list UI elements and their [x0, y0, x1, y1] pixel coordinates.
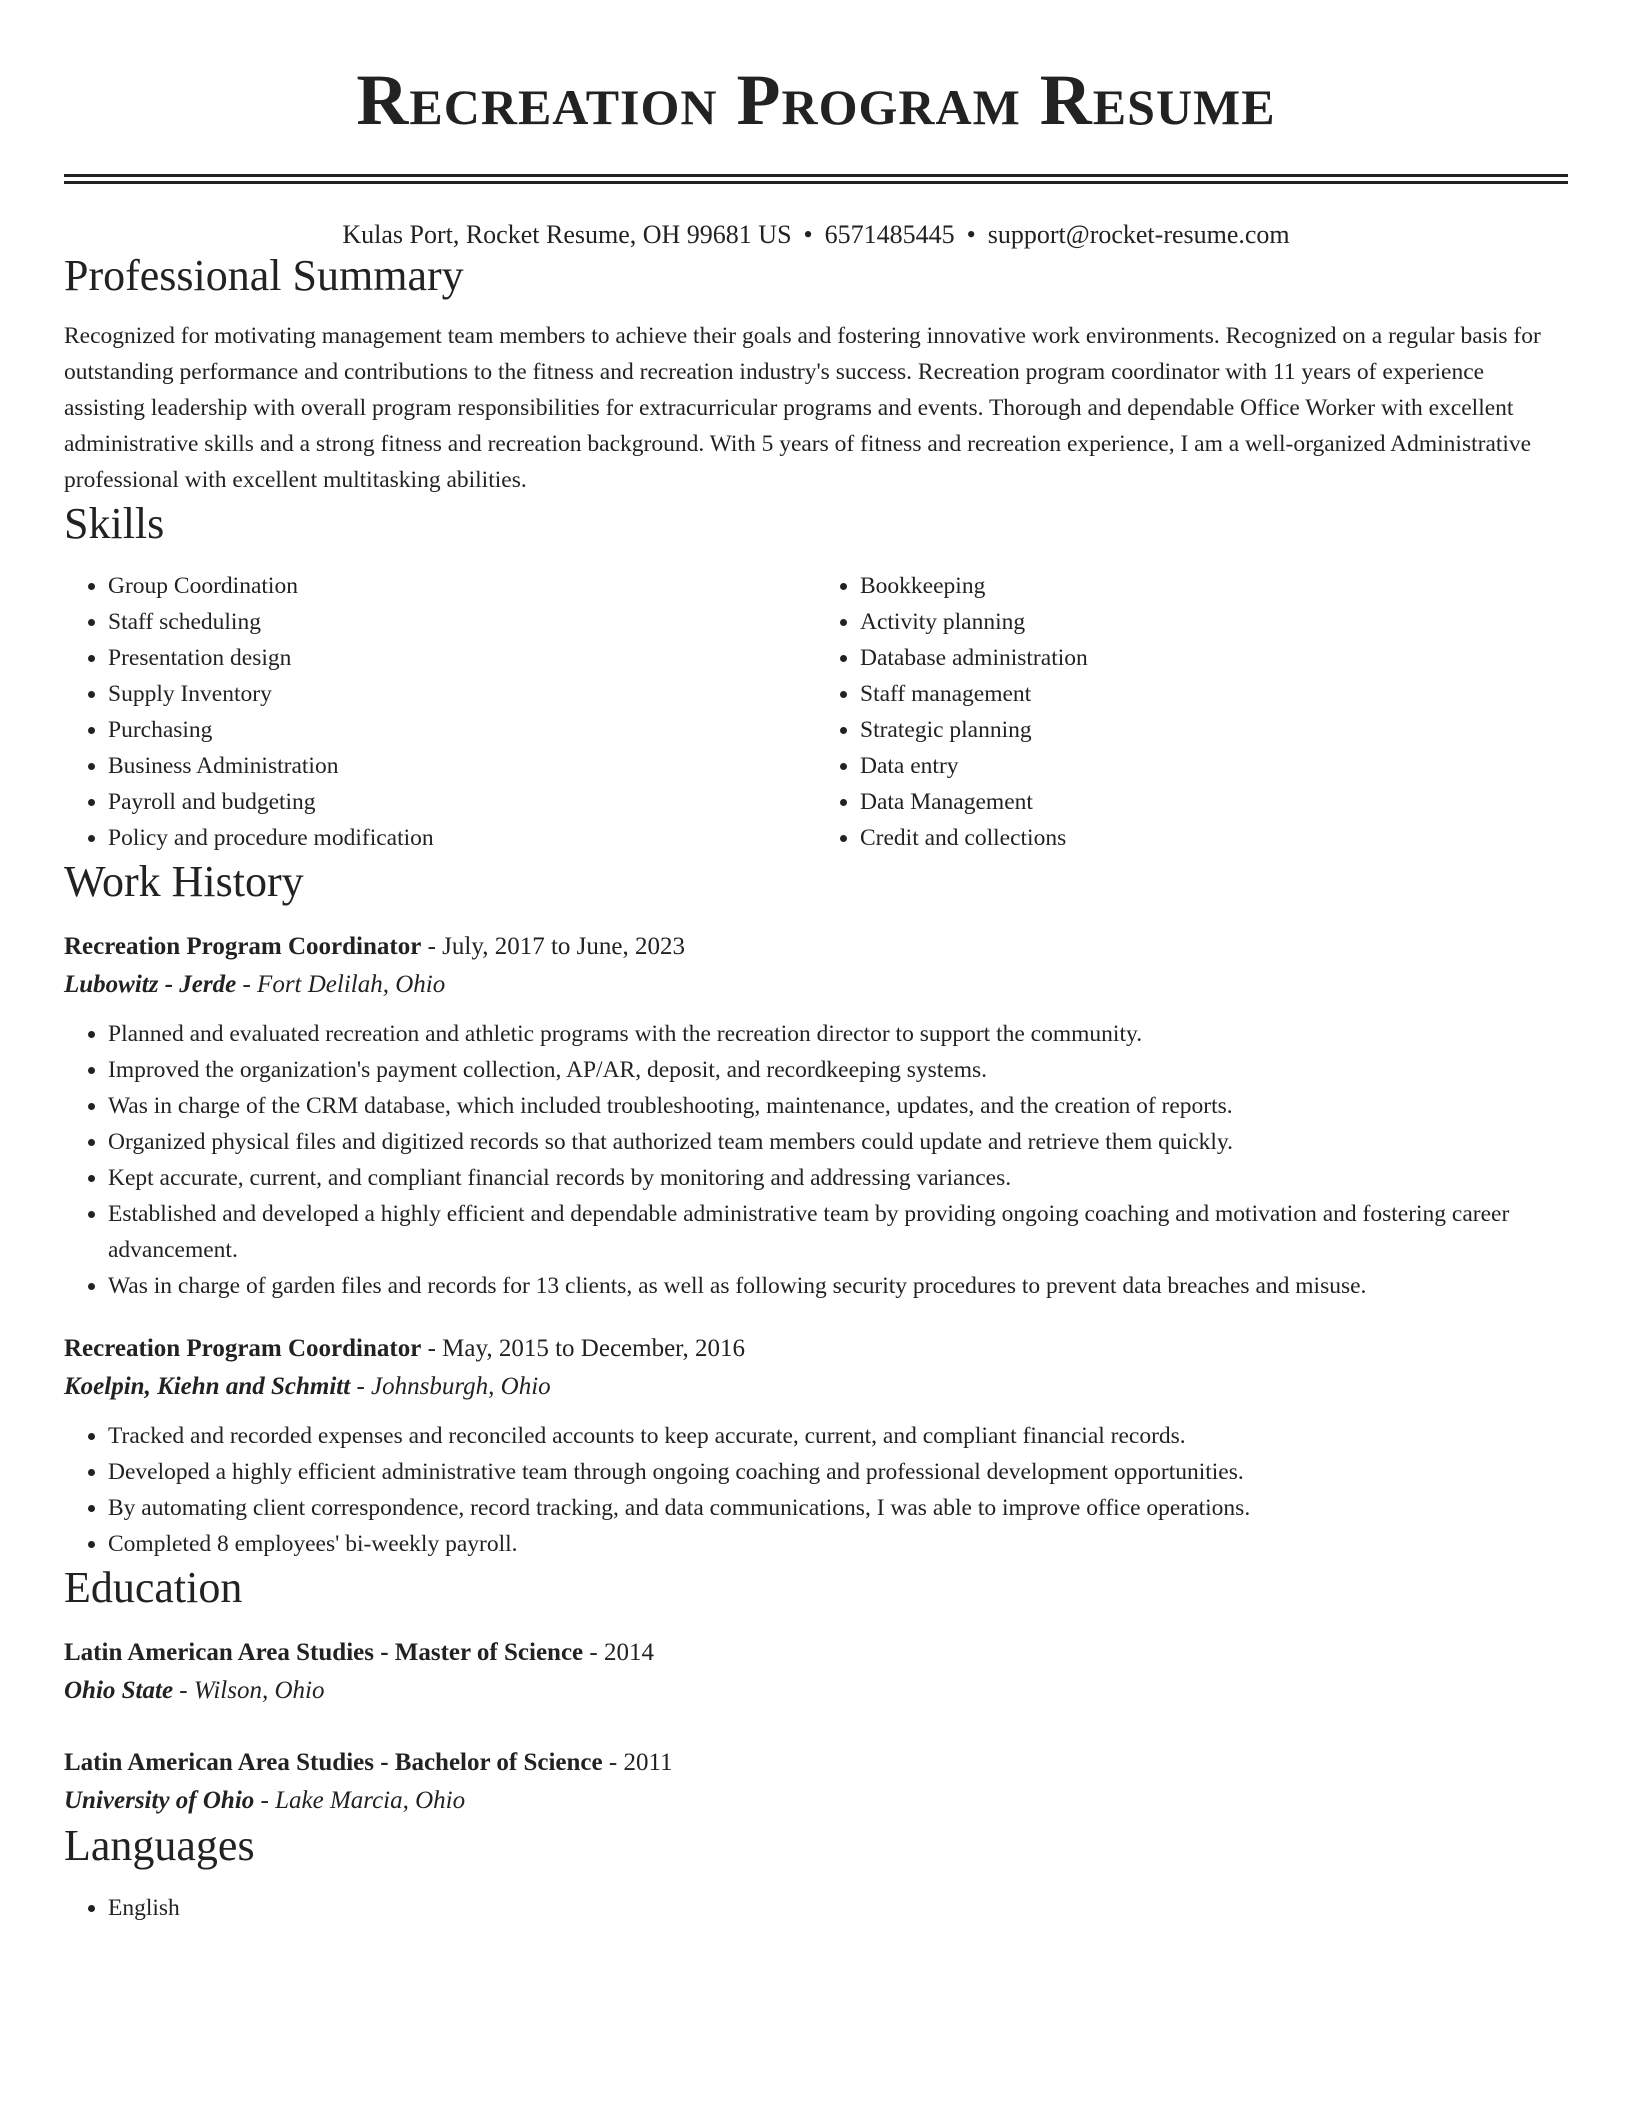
skill-item: • Presentation design: [108, 640, 816, 676]
job-entry: [64, 1330, 1568, 1562]
education-school-line: [64, 1672, 1568, 1710]
job-company: Lubowitz - Jerde: [64, 971, 237, 998]
job-company-line: [64, 966, 1568, 1004]
skill-item: • Database administration: [860, 640, 1568, 676]
education-year: - 2011: [602, 1749, 673, 1776]
skill-item: • Policy and procedure modification: [108, 820, 816, 856]
education-school: University of Ohio: [64, 1787, 255, 1814]
skill-item: • Supply Inventory: [108, 676, 816, 712]
job-company: Koelpin, Kiehn and Schmitt: [64, 1373, 351, 1400]
contact-phone: 6571485445: [824, 220, 955, 249]
education-degree-line: [64, 1744, 1568, 1782]
education-year: - 2014: [583, 1639, 654, 1666]
job-bullet: • Developed a highly efficient administrative team through ongoing coaching and professional development opportunities.: [108, 1454, 1568, 1490]
skills-left-column: [64, 568, 816, 856]
education-degree-line: [64, 1634, 1568, 1672]
job-bullet: • Established and developed a highly efficient and dependable administrative team by providing ongoing coaching and motivation and fostering career advancement.: [108, 1196, 1568, 1268]
education-degree: Latin American Area Studies - Bachelor of Science: [64, 1749, 603, 1776]
skill-item: • Activity planning: [860, 604, 1568, 640]
work-history-heading: Work History: [64, 857, 304, 906]
resume-title: Recreation Program Resume: [356, 60, 1276, 140]
language-item: • English: [108, 1890, 1568, 1926]
job-bullet: • Improved the organization's payment collection, AP/AR, deposit, and recordkeeping systems.: [108, 1052, 1568, 1088]
job-bullets: [64, 1418, 1568, 1562]
job-location: - Fort Delilah, Ohio: [236, 971, 446, 998]
job-bullet: • Kept accurate, current, and compliant financial records by monitoring and addressing variances.: [108, 1160, 1568, 1196]
languages-heading: Languages: [64, 1821, 255, 1870]
job-dates: - July, 2017 to June, 2023: [421, 933, 685, 960]
job-company-line: [64, 1368, 1568, 1406]
contact-email: support@rocket-resume.com: [987, 220, 1290, 249]
job-bullet: • Was in charge of garden files and records for 13 clients, as well as following security procedures to prevent data breaches and misuse.: [108, 1268, 1568, 1304]
skills-heading: Skills: [64, 499, 165, 548]
job-entry: [64, 928, 1568, 1304]
job-title: Recreation Program Coordinator: [64, 933, 422, 960]
education-entry: [64, 1634, 1568, 1710]
job-bullet: • By automating client correspondence, record tracking, and data communications, I was able to improve office operations.: [108, 1490, 1568, 1526]
title-double-rule: [64, 174, 1568, 184]
summary-text: Recognized for motivating management team members to achieve their goals and fostering innovative work environments. Recognized on a regular basis for outstanding performance and contributions to the fitness and recreation industry's success. Recreation program coordinator with 11 years of experience assisting leadership with overall program responsibilities for extracurricular programs and events. Thorough and dependable Office Worker with excellent administrative skills and a strong fitness and recreation background. With 5 years of fitness and recreation experience, I am a well-organized Administrative professional with excellent multitasking abilities.: [64, 323, 1541, 493]
contact-separator: •: [966, 220, 976, 249]
skill-item: • Strategic planning: [860, 712, 1568, 748]
job-title-line: [64, 928, 1568, 966]
job-bullets: [64, 1016, 1568, 1304]
job-dates: - May, 2015 to December, 2016: [421, 1335, 746, 1362]
skills-grid: [64, 568, 1568, 856]
skill-item: • Staff management: [860, 676, 1568, 712]
education-degree: Latin American Area Studies - Master of Science: [64, 1639, 584, 1666]
job-title: Recreation Program Coordinator: [64, 1335, 422, 1362]
job-bullet: • Was in charge of the CRM database, which included troubleshooting, maintenance, updates, and the creation of reports.: [108, 1088, 1568, 1124]
education-location: - Wilson, Ohio: [173, 1677, 325, 1704]
skill-item: • Payroll and budgeting: [108, 784, 816, 820]
skill-item: • Bookkeeping: [860, 568, 1568, 604]
job-bullet: • Planned and evaluated recreation and athletic programs with the recreation director to support the community.: [108, 1016, 1568, 1052]
skill-item: • Staff scheduling: [108, 604, 816, 640]
languages-list: [64, 1890, 1568, 1926]
skill-item: • Data entry: [860, 748, 1568, 784]
skills-right-column: [816, 568, 1568, 856]
skill-item: • Business Administration: [108, 748, 816, 784]
skill-item: • Group Coordination: [108, 568, 816, 604]
education-school: Ohio State: [64, 1677, 174, 1704]
job-bullet: • Tracked and recorded expenses and reconciled accounts to keep accurate, current, and compliant financial records.: [108, 1418, 1568, 1454]
contact-separator: •: [803, 220, 813, 249]
job-bullet: • Organized physical files and digitized records so that authorized team members could update and retrieve them quickly.: [108, 1124, 1568, 1160]
education-entry: [64, 1744, 1568, 1820]
summary-heading: Professional Summary: [64, 251, 464, 300]
skill-item: • Purchasing: [108, 712, 816, 748]
job-title-line: [64, 1330, 1568, 1368]
skill-item: • Credit and collections: [860, 820, 1568, 856]
education-heading: Education: [64, 1563, 243, 1612]
education-school-line: [64, 1782, 1568, 1820]
education-location: - Lake Marcia, Ohio: [254, 1787, 466, 1814]
contact-line: [64, 220, 1568, 250]
job-location: - Johnsburgh, Ohio: [350, 1373, 551, 1400]
contact-address: Kulas Port, Rocket Resume, OH 99681 US: [342, 220, 792, 249]
job-bullet: • Completed 8 employees' bi-weekly payroll.: [108, 1526, 1568, 1562]
skill-item: • Data Management: [860, 784, 1568, 820]
